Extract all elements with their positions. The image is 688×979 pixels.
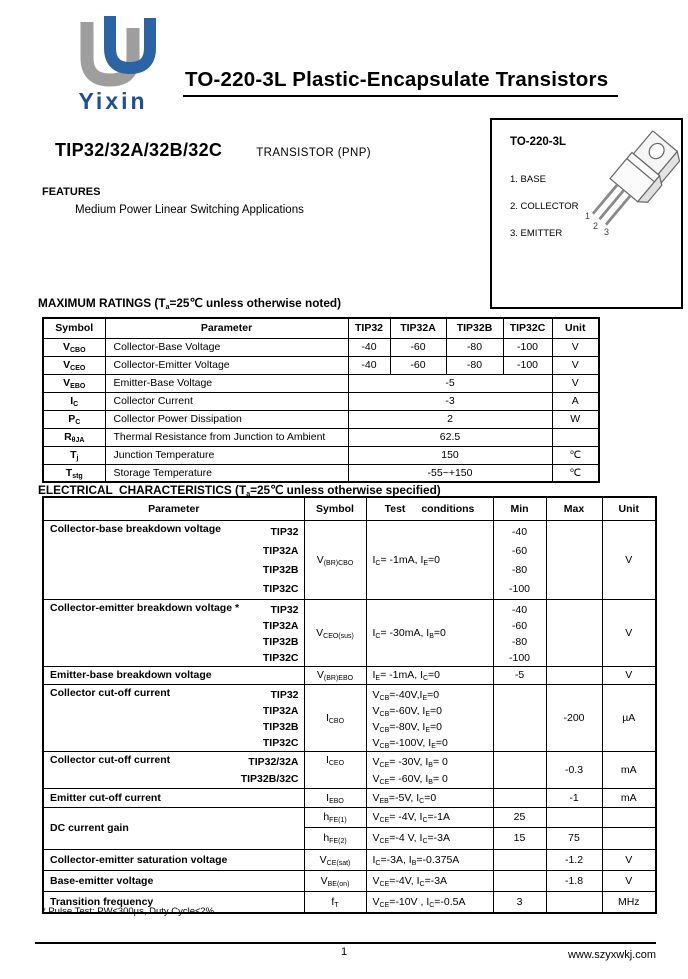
unit-cell: V (602, 870, 656, 891)
value-cell: -3 (348, 392, 552, 410)
max-cell: -1.2 (546, 849, 602, 870)
unit-cell: mA (602, 788, 656, 807)
min-cell: 3 (493, 891, 546, 913)
value-cell: -80 (446, 338, 503, 356)
feature-item: Medium Power Linear Switching Applications (75, 204, 304, 216)
page-number: 1 (340, 946, 348, 958)
part-header (55, 140, 371, 161)
unit-cell: ℃ (552, 464, 599, 482)
electrical-characteristics-table (42, 496, 657, 914)
parameter-cell: Emitter cut-off current (43, 788, 304, 807)
test-conditions-cell: $V_{CE}= -4V$, $I_C=-1A$ (366, 807, 493, 827)
package-info-box (490, 118, 683, 309)
table-row-vceo (43, 356, 599, 374)
test-conditions-cell: $V_{EB}=-5V$, $I_C=0$ (366, 788, 493, 807)
max-cell: -1.8 (546, 870, 602, 891)
max-cell: -200 (546, 684, 602, 751)
value-cell: -80 (446, 356, 503, 374)
col-parameter: Parameter (105, 318, 348, 338)
max-cell (546, 520, 602, 599)
col-tip32a: TIP32A (390, 318, 446, 338)
parameter-cell: Collector-Base Voltage (105, 338, 348, 356)
unit-cell: V (602, 666, 656, 684)
table-row-tj (43, 446, 599, 464)
parameter-cell: Collector-emitter saturation voltage (43, 849, 304, 870)
row-dc-current-gain-hfe1 (43, 807, 656, 827)
symbol-cell: $V_{(BR)CBO}$ (304, 520, 366, 599)
value-cell: -60 (390, 338, 446, 356)
logo-u-icon (53, 10, 173, 92)
test-conditions-cell: $I_C= -30mA$, $I_B=0$ (366, 599, 493, 666)
col-unit: Unit (552, 318, 599, 338)
value-cell: 150 (348, 446, 552, 464)
parameter-cell (43, 599, 304, 666)
parameter-cell (43, 684, 304, 751)
symbol-cell: $I_{EBO}$ (304, 788, 366, 807)
min-cell (493, 751, 546, 788)
part-number: TIP32/32A/32B/32C (55, 140, 223, 160)
electrical-characteristics-heading: ELECTRICAL CHARACTERISTICS ($T_a=25℃$ unless otherwise specified) (38, 483, 441, 498)
parameter-cell: Emitter-Base Voltage (105, 374, 348, 392)
value-cell: -40 (348, 356, 390, 374)
unit-cell: V (552, 356, 599, 374)
max-cell (546, 666, 602, 684)
row-collector-cutoff-icbo (43, 684, 656, 751)
symbol-cell: $I_{CBO}$ (304, 684, 366, 751)
pulse-test-footnote: * Pulse Test: PW≤300µs, Duty Cycle≤2%. (42, 906, 217, 917)
test-conditions-cell: $V_{CE}=-4V$, $I_C=-3A$ (366, 870, 493, 891)
symbol-cell: $f_T$ (304, 891, 366, 913)
test-conditions-cell: $V_{CE}= -30V$, $I_B= 0$ $V_{CE}= -60V$, $I_B= 0$ (366, 751, 493, 788)
col-tip32b: TIP32B (446, 318, 503, 338)
symbol-cell: $V_{EBO}$ (43, 374, 105, 392)
pin-number-1: 1 (585, 211, 591, 221)
value-cell: -60 (390, 356, 446, 374)
test-conditions-cell: $I_C= -1mA$, $I_E=0$ (366, 520, 493, 599)
parameter-cell: Collector Current (105, 392, 348, 410)
row-collector-emitter-breakdown (43, 599, 656, 666)
min-cell: -40 -60 -80 -100 (493, 599, 546, 666)
row-collector-cutoff-iceo (43, 751, 656, 788)
unit-cell (602, 807, 656, 827)
parameter-cell: Base-emitter voltage (43, 870, 304, 891)
col-tip32: TIP32 (348, 318, 390, 338)
brand-name: Yixin (78, 88, 148, 114)
table-row-pc (43, 410, 599, 428)
unit-cell (552, 428, 599, 446)
unit-cell: A (552, 392, 599, 410)
unit-cell: V (602, 599, 656, 666)
website-text: www.szyxwkj.com (567, 949, 656, 961)
col-max: Max (546, 497, 602, 520)
parameter-cell: Junction Temperature (105, 446, 348, 464)
parameter-cell: Storage Temperature (105, 464, 348, 482)
electrical-header-row (43, 497, 656, 520)
parameter-label: Collector-base breakdown voltage (50, 522, 221, 535)
parameter-cell: Transition frequency (43, 891, 304, 913)
features-heading: FEATURES (42, 186, 101, 198)
parameter-cell: Thermal Resistance from Junction to Ambient (105, 428, 348, 446)
row-vbe-on (43, 870, 656, 891)
value-cell: -100 (503, 356, 552, 374)
unit-cell: V (602, 849, 656, 870)
max-cell (546, 807, 602, 827)
parameter-label: Collector-emitter breakdown voltage * (50, 601, 240, 614)
table-row-tstg (43, 464, 599, 482)
to220-package-drawing (579, 124, 681, 264)
type-list: TIP32 TIP32A TIP32B TIP32C (262, 688, 299, 749)
table-row-vebo (43, 374, 599, 392)
min-cell (493, 870, 546, 891)
col-tip32c: TIP32C (503, 318, 552, 338)
pin-3-label: 3. EMITTER (510, 228, 563, 239)
type-list: TIP32 TIP32A TIP32B TIP32C (262, 603, 299, 664)
unit-cell: V (552, 338, 599, 356)
unit-cell: MHz (602, 891, 656, 913)
test-conditions-cell: $I_E= -1mA$, $I_C=0$ (366, 666, 493, 684)
col-test-conditions: Test conditions (366, 497, 493, 520)
unit-cell: mA (602, 751, 656, 788)
col-min: Min (493, 497, 546, 520)
value-cell: -5 (348, 374, 552, 392)
document-title: TO-220-3L Plastic-Encapsulate Transistors (183, 68, 618, 97)
symbol-cell: $R_{\theta JA}$ (43, 428, 105, 446)
parameter-label: Collector cut-off current (50, 753, 171, 766)
col-symbol: Symbol (304, 497, 366, 520)
symbol-cell: $V_{CBO}$ (43, 338, 105, 356)
pin-1-label: 1. BASE (510, 174, 546, 185)
parameter-cell: Emitter-base breakdown voltage (43, 666, 304, 684)
test-conditions-cell: $V_{CB}=-40V,I_E=0$ $V_{CB}=-60V$, $I_E=0$ $V_{CB}=-80V$, $I_E=0$ $V_{CB}=-100V$, $I_E=0$ (366, 684, 493, 751)
symbol-cell: $T_{stg}$ (43, 464, 105, 482)
footer-divider (35, 942, 656, 944)
table-row-rthja (43, 428, 599, 446)
max-cell: -1 (546, 788, 602, 807)
value-cell: -100 (503, 338, 552, 356)
test-conditions-cell: $V_{CE}=-10V$ , $I_C=-0.5A$ (366, 891, 493, 913)
symbol-cell: $I_{CEO}$ (304, 751, 366, 788)
row-emitter-cutoff (43, 788, 656, 807)
parameter-cell (43, 751, 304, 788)
unit-cell (602, 827, 656, 849)
max-cell (546, 599, 602, 666)
unit-cell: µA (602, 684, 656, 751)
max-cell: -0.3 (546, 751, 602, 788)
row-emitter-base-breakdown (43, 666, 656, 684)
unit-cell: V (602, 520, 656, 599)
symbol-cell: $V_{(BR)EBO}$ (304, 666, 366, 684)
col-unit: Unit (602, 497, 656, 520)
pin-2-label: 2. COLLECTOR (510, 201, 579, 212)
min-cell: 15 (493, 827, 546, 849)
type-list: TIP32 TIP32A TIP32B TIP32C (262, 525, 299, 595)
col-parameter: Parameter (43, 497, 304, 520)
pin-number-2: 2 (593, 221, 599, 231)
parameter-cell: Collector-Emitter Voltage (105, 356, 348, 374)
type-list: TIP32/32A TIP32B/32C (240, 755, 299, 785)
min-cell (493, 788, 546, 807)
max-ratings-heading: MAXIMUM RATINGS ($T_a=25℃$ unless otherwise noted) (38, 296, 342, 311)
row-collector-base-breakdown (43, 520, 656, 599)
parameter-cell (43, 520, 304, 599)
value-cell: 2 (348, 410, 552, 428)
max-ratings-header-row (43, 318, 599, 338)
min-cell: -40 -60 -80 -100 (493, 520, 546, 599)
table-row-ic (43, 392, 599, 410)
unit-cell: V (552, 374, 599, 392)
min-cell: 25 (493, 807, 546, 827)
parameter-label: Collector cut-off current (50, 686, 171, 699)
value-cell: -55~+150 (348, 464, 552, 482)
part-type: TRANSISTOR (PNP) (256, 147, 372, 159)
min-cell (493, 684, 546, 751)
min-cell (493, 849, 546, 870)
min-cell: -5 (493, 666, 546, 684)
table-row-vcbo (43, 338, 599, 356)
symbol-cell: $I_C$ (43, 392, 105, 410)
unit-cell: ℃ (552, 446, 599, 464)
value-cell: -40 (348, 338, 390, 356)
symbol-cell: $P_C$ (43, 410, 105, 428)
value-cell: 62.5 (348, 428, 552, 446)
company-logo (48, 10, 178, 118)
pin-number-3: 3 (604, 227, 610, 237)
package-name: TO-220-3L (510, 136, 567, 148)
max-cell: 75 (546, 827, 602, 849)
test-conditions-cell: $V_{CE}=-4$ V, $I_C=-3A$ (366, 827, 493, 849)
maximum-ratings-table (42, 317, 600, 483)
symbol-cell: $V_{CEO}$ (43, 356, 105, 374)
parameter-cell: Collector Power Dissipation (105, 410, 348, 428)
symbol-cell: $T_j$ (43, 446, 105, 464)
symbol-cell: $V_{CE(sat)}$ (304, 849, 366, 870)
row-vce-sat (43, 849, 656, 870)
col-symbol: Symbol (43, 318, 105, 338)
unit-cell: W (552, 410, 599, 428)
parameter-cell: DC current gain (43, 807, 304, 849)
symbol-cell: $h_{FE(2)}$ (304, 827, 366, 849)
test-conditions-cell: $I_C=-3A$, $I_B=-0.375A$ (366, 849, 493, 870)
max-cell (546, 891, 602, 913)
symbol-cell: $V_{BE(on)}$ (304, 870, 366, 891)
symbol-cell: $h_{FE(1)}$ (304, 807, 366, 827)
symbol-cell: $V_{CEO(sus)}$ (304, 599, 366, 666)
